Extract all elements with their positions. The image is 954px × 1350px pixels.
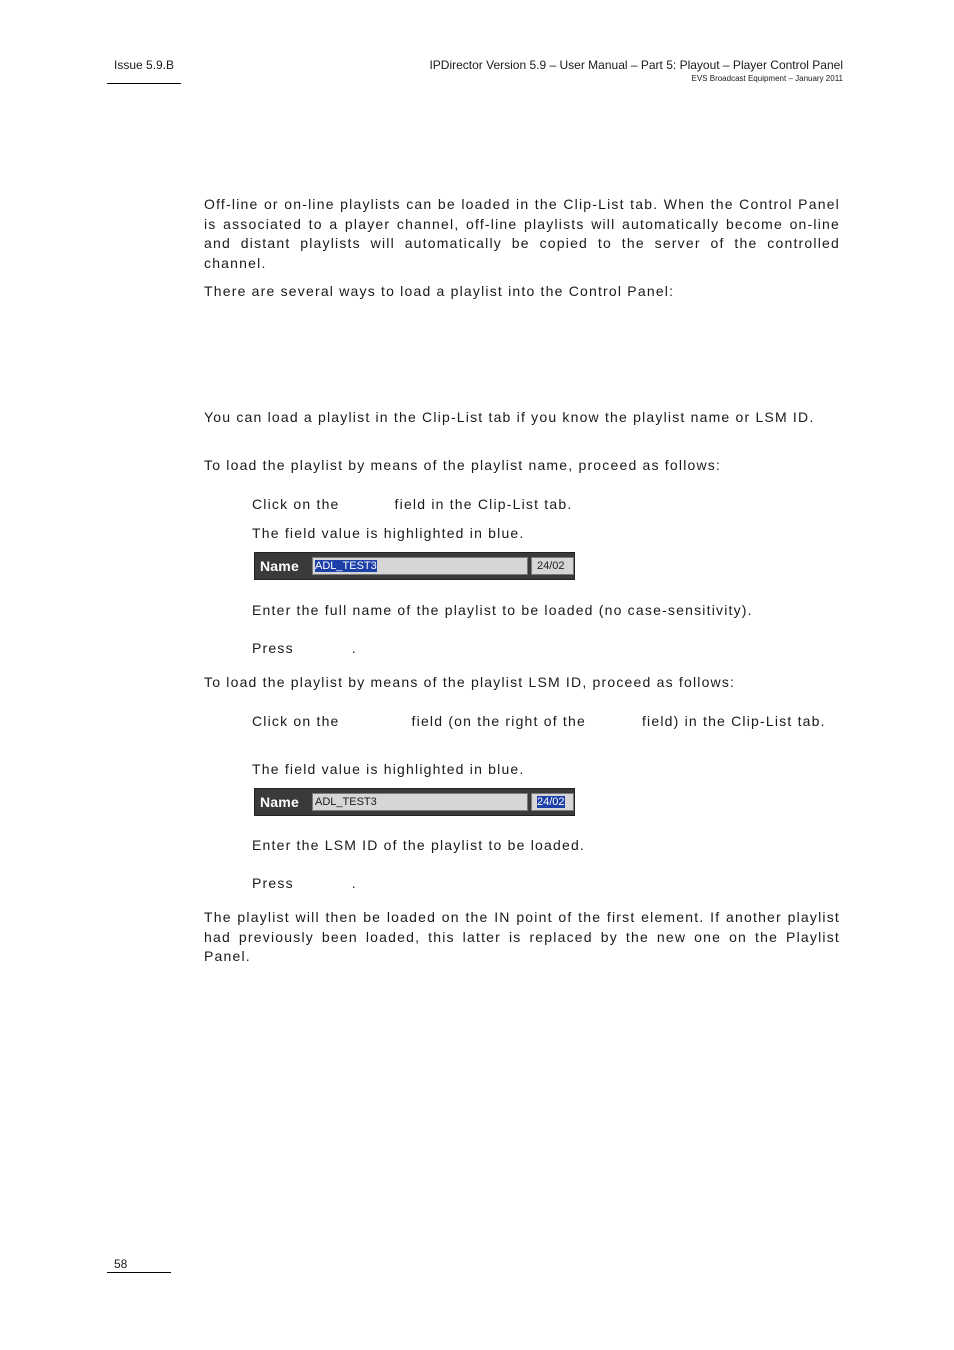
- footer-divider: [107, 1272, 171, 1273]
- lsm-id-field[interactable]: [531, 557, 574, 575]
- step-text: Click on the: [252, 713, 340, 729]
- intro-paragraph: Off-line or on-line playlists can be loaded in the Clip-List tab. When the Control Panel is associated to a player channel, off-line playlists will automatically become on-line and distant playlists will automatically be copied to the server of the controlled channel.: [204, 196, 840, 271]
- page-number: 58: [114, 1257, 128, 1271]
- by-id-step-3: [252, 874, 840, 894]
- header-subtitle: EVS Broadcast Equipment – January 2011: [691, 74, 843, 83]
- by-id-step-1-result: The field value is highlighted in blue.: [252, 761, 525, 777]
- by-id-step-1: [252, 712, 840, 732]
- by-name-intro: To load the playlist by means of the playlist name, proceed as follows:: [204, 457, 722, 473]
- playlist-name-field[interactable]: [312, 793, 528, 811]
- by-name-step-3: [252, 639, 840, 659]
- name-label: Name: [260, 794, 299, 810]
- name-field-screenshot-2: [254, 788, 575, 816]
- playlist-name-field[interactable]: [312, 557, 528, 575]
- name-value: ADL_TEST3: [315, 560, 377, 572]
- header-title: IPDirector Version 5.9 – User Manual – Part 5: Playout – Player Control Panel: [429, 58, 843, 72]
- step-text: Press: [252, 640, 294, 656]
- step-text: .: [351, 640, 357, 656]
- header-issue: Issue 5.9.B: [114, 58, 175, 72]
- name-label: Name: [260, 558, 299, 574]
- lsm-id-field[interactable]: [531, 793, 574, 811]
- by-name-step-1-result: The field value is highlighted in blue.: [252, 525, 525, 541]
- step-text: Press: [252, 875, 294, 891]
- section-intro-paragraph: You can load a playlist in the Clip-List tab if you know the playlist name or LSM ID.: [204, 409, 815, 425]
- by-name-step-1: [252, 495, 840, 515]
- lsm-id-value: 24/02: [537, 560, 565, 572]
- name-value: ADL_TEST3: [315, 796, 377, 808]
- by-id-intro: To load the playlist by means of the playlist LSM ID, proceed as follows:: [204, 674, 736, 690]
- by-id-step-2: Enter the LSM ID of the playlist to be loaded.: [252, 837, 586, 853]
- by-name-step-2: Enter the full name of the playlist to be loaded (no case-sensitivity).: [252, 602, 753, 618]
- header-divider: [107, 83, 181, 84]
- step-text: field in the Clip-List tab.: [394, 496, 573, 512]
- lsm-id-value: 24/02: [537, 796, 565, 808]
- step-text: field (on the right of the: [411, 713, 586, 729]
- step-text: .: [351, 875, 357, 891]
- name-field-screenshot-1: [254, 552, 575, 580]
- step-text: field) in the Clip-List tab.: [641, 713, 826, 729]
- conclusion-paragraph: The playlist will then be loaded on the IN point of the first element. If another playlist had previously been loaded, this latter is replaced by the new one on the Playlist Panel.: [204, 909, 840, 964]
- step-text: Click on the: [252, 496, 340, 512]
- intro-ways-paragraph: There are several ways to load a playlist into the Control Panel:: [204, 283, 675, 299]
